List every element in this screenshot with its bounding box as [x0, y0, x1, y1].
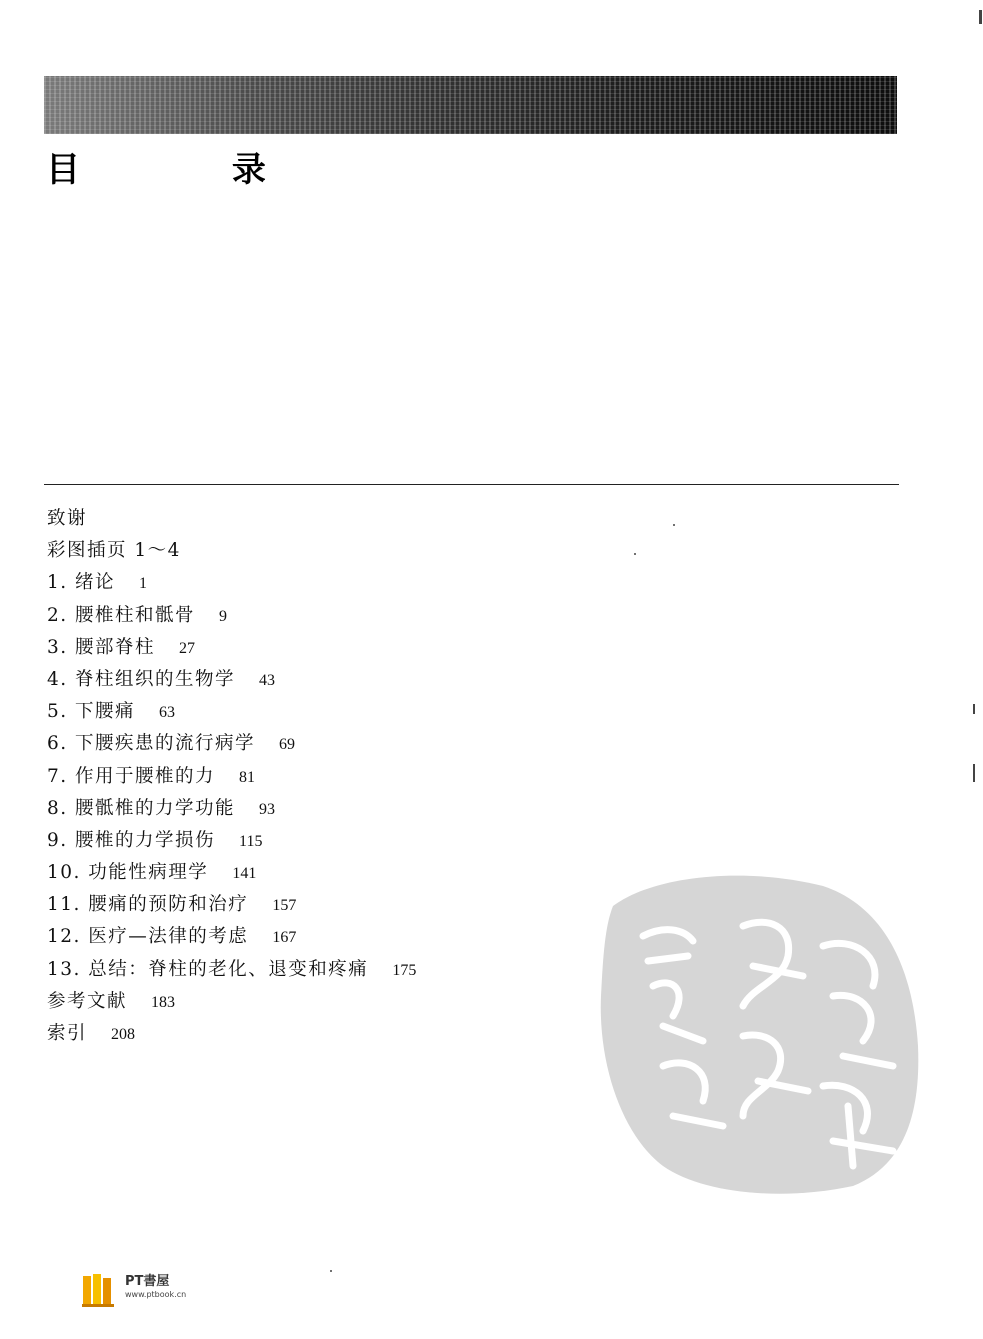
toc-entry-page: 63: [159, 704, 176, 722]
toc-entry-page: 141: [232, 865, 257, 883]
scan-speck: [330, 1270, 332, 1272]
toc-entry-page: 43: [259, 671, 276, 689]
toc-entry: [47, 889, 416, 921]
toc-entry: [47, 857, 416, 889]
toc-entry-label: 3. 腰部脊柱: [47, 636, 156, 658]
toc-entry-label: 7. 作用于腰椎的力: [47, 765, 216, 787]
scan-speck: [673, 524, 675, 526]
toc-entry: [47, 535, 416, 567]
toc-entry: [47, 921, 416, 953]
toc-entry-page: 167: [272, 929, 297, 947]
toc-entry-label: 4. 脊柱组织的生物学: [47, 668, 236, 690]
toc-entry-label: 致谢: [47, 508, 88, 529]
toc-entry: [47, 761, 416, 793]
logo-url: www.ptbook.cn: [125, 1290, 187, 1299]
toc-entry: [47, 696, 416, 728]
toc-entry: [47, 503, 416, 535]
toc-entry-label: 2. 腰椎柱和骶骨: [47, 604, 196, 626]
toc-entry-page: 183: [151, 993, 176, 1011]
toc-entry: [47, 728, 416, 760]
toc-entry: [47, 1018, 416, 1050]
toc-entry-page: 93: [259, 800, 276, 818]
seal-stamp-icon: [593, 866, 923, 1196]
toc-entry-page: 9: [219, 607, 228, 625]
scan-speck: [979, 10, 982, 24]
toc-entry-label: 10. 功能性病理学: [47, 862, 209, 884]
toc-entry-page: 115: [239, 832, 263, 850]
toc-entry-label: 参考文献: [47, 990, 128, 1012]
toc-entry-label: 9. 腰椎的力学损伤: [47, 829, 216, 851]
table-of-contents: [47, 503, 416, 1050]
toc-entry: [47, 986, 416, 1018]
toc-entry-label: 12. 医疗—法律的考虑: [47, 926, 249, 948]
toc-entry-page: 1: [139, 575, 148, 593]
toc-entry-page: 175: [392, 961, 417, 979]
scan-speck: [973, 704, 975, 714]
toc-entry-label: 索引: [47, 1023, 88, 1044]
toc-entry: [47, 954, 416, 986]
toc-entry-label: 11. 腰痛的预防和治疗: [47, 894, 249, 916]
toc-entry-label: 8. 腰骶椎的力学功能: [47, 797, 236, 819]
toc-entry-label: 13. 总结：脊柱的老化、退变和疼痛: [47, 958, 369, 980]
toc-entry-label: 5. 下腰痛: [47, 701, 136, 723]
toc-entry-page: 81: [239, 768, 256, 786]
toc-entry: [47, 632, 416, 664]
scan-speck: [973, 764, 975, 782]
toc-entry-page: 157: [272, 897, 297, 915]
publisher-logo: [81, 1268, 211, 1308]
toc-entry: [47, 664, 416, 696]
toc-entry-label: 6. 下腰疾患的流行病学: [47, 733, 256, 755]
toc-entry-label: 彩图插页 1～4: [47, 540, 181, 562]
toc-entry-page: 208: [111, 1026, 136, 1043]
toc-entry: [47, 793, 416, 825]
header-band: [44, 76, 897, 134]
toc-entry-page: 27: [179, 639, 196, 657]
logo-name: PT書屋: [125, 1274, 170, 1289]
book-icon: [81, 1268, 121, 1308]
toc-entry-page: 69: [279, 736, 296, 754]
toc-entry-label: 1. 绪论: [47, 572, 116, 594]
toc-entry: [47, 567, 416, 599]
scan-speck: [634, 553, 636, 555]
page-title: 目 录: [46, 150, 336, 190]
toc-entry: [47, 600, 416, 632]
toc-entry: [47, 825, 416, 857]
divider-rule: [44, 484, 899, 485]
